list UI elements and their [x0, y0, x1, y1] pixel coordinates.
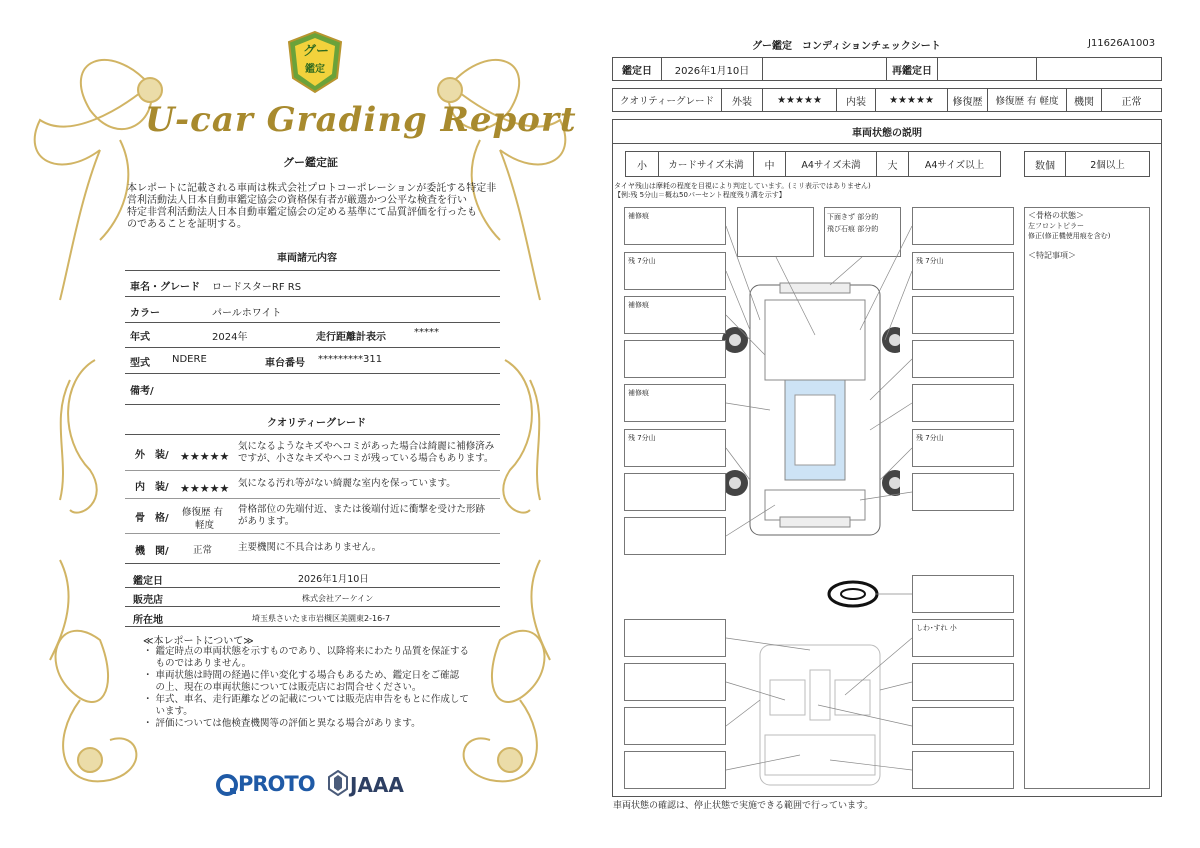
badge-bottom-text: 鑑定: [305, 64, 325, 75]
quality-heading: クオリティーグレード: [267, 418, 366, 429]
tire-note-box: 残 7分山: [628, 257, 656, 265]
date-value: 2026年1月10日: [661, 57, 763, 81]
note-line: ・ 評価については他検査機関等の評価と異なる場合があります。: [143, 718, 421, 729]
size-large-label: 大: [876, 151, 909, 177]
size-small-desc: カードサイズ未満: [658, 151, 754, 177]
divider: [125, 606, 500, 607]
repair-value: 修復歴 有 軽度: [987, 88, 1067, 112]
tire-note: タイヤ残山は摩耗の程度を目視により判定しています。(ミリ表示ではありません): [614, 182, 871, 190]
notes-heading: ≪本レポートについて≫: [143, 636, 254, 647]
engine-label: 機 関/: [135, 546, 169, 557]
intro-line: 本レポートに記載される車両は株式会社プロトコーポレーションが委託する特定非: [127, 183, 497, 194]
engine-value: 正常: [1101, 88, 1162, 112]
interior-stars: ★★★★★: [875, 88, 948, 112]
repair-note: 補修痕: [628, 301, 649, 309]
size-mid-label: 中: [753, 151, 786, 177]
sheet-footer: 車両状態の確認は、停止状態で実施できる範囲で行っています。: [613, 801, 874, 811]
exterior-label: 外装: [721, 88, 763, 112]
note-line: ものではありません。: [143, 658, 252, 669]
jaaa-logo-icon: [328, 770, 348, 796]
grade-label: クオリティーグレード: [612, 88, 722, 112]
frame-status-line: 左フロントピラー: [1028, 222, 1084, 230]
underside-note: 下面きず 部分的: [827, 213, 879, 221]
redate-label: 再鑑定日: [886, 57, 938, 81]
year-value: 2024年: [212, 332, 248, 343]
divider: [125, 373, 500, 374]
proto-logo-icon: [216, 774, 238, 796]
exterior-stars: ★★★★★: [762, 88, 837, 112]
model-label: 型式: [130, 358, 150, 369]
repair-note: 補修痕: [628, 389, 649, 397]
exterior-desc: ですが、小さなキズやヘコミが残っている場合もあります。: [238, 453, 494, 464]
proto-logo-text: PROTO: [238, 772, 315, 796]
address-value: 埼玉県さいたま市岩槻区美園東2-16-7: [252, 614, 391, 623]
intro-line: のであることを証明する。: [127, 219, 247, 230]
document-id: J11626A1003: [1088, 38, 1156, 49]
frame-status-box: [1024, 207, 1150, 789]
note-line: ・ 車両状態は時間の経過に伴い変化する場合もあるため、鑑定日をご確認: [143, 670, 460, 681]
jaaa-logo-text: JAAA: [350, 773, 404, 797]
frame-label: 骨 格/: [135, 513, 169, 524]
car-name-value: ロードスターRF RS: [212, 282, 302, 293]
tire-example: 【例:残 5分山＝概ね50パーセント程度残り溝を示す】: [614, 191, 786, 199]
exterior-label: 外 装/: [135, 450, 169, 461]
interior-note: しわ･すれ 小: [916, 624, 957, 632]
repair-label: 修復歴: [947, 88, 988, 112]
engine-desc: 主要機関に不具合はありません。: [238, 542, 382, 553]
mileage-label: 走行距離計表示: [316, 332, 386, 343]
date-label: 鑑定日: [612, 57, 662, 81]
size-mid-desc: A4サイズ未満: [785, 151, 877, 177]
divider: [125, 296, 500, 297]
dealer-label: 販売店: [133, 595, 163, 606]
divider: [125, 434, 500, 435]
divider: [125, 270, 500, 271]
color-value: パールホワイト: [212, 308, 282, 319]
size-small-label: 小: [625, 151, 659, 177]
frame-grade: 修復歴 有: [182, 507, 224, 518]
tire-note-box: 残 7分山: [628, 434, 656, 442]
note-line: ・ 鑑定時点の車両状態を示すものであり、以降将来にわたり品質を保証する: [143, 646, 470, 657]
car-name-label: 車名・グレード: [130, 282, 200, 293]
mileage-value: *****: [414, 327, 439, 338]
divider: [125, 626, 500, 627]
exterior-desc: 気になるようなキズやヘコミがあった場合は綺麗に補修済み: [238, 441, 495, 452]
count-desc: 2個以上: [1065, 151, 1150, 177]
script-title: U-car Grading Report: [145, 100, 577, 140]
year-label: 年式: [130, 332, 150, 343]
frame-grade-detail: 軽度: [195, 520, 215, 531]
remarks-label: 備考/: [130, 386, 154, 397]
tire-note-box: 残 7分山: [916, 257, 944, 265]
divider: [125, 563, 500, 564]
address-label: 所在地: [133, 615, 163, 626]
engine-grade: 正常: [193, 545, 213, 556]
date-label: 鑑定日: [133, 576, 163, 587]
badge-top-text: グー: [303, 44, 330, 59]
date-value: 2026年1月10日: [298, 574, 369, 585]
intro-line: 営利活動法人日本自動車鑑定協会の資格保有者が厳選かつ公平な検査を行い: [127, 195, 467, 206]
frame-desc: があります。: [238, 516, 295, 527]
chassis-value: *********311: [318, 354, 383, 365]
special-notes-title: ＜特記事項＞: [1028, 251, 1076, 260]
divider: [125, 498, 500, 499]
chassis-label: 車台番号: [265, 358, 305, 369]
count-label: 数個: [1024, 151, 1066, 177]
tire-note-box: 残 7分山: [916, 434, 944, 442]
divider: [125, 404, 500, 405]
frame-status-line: 修正(修正機使用痕を含む): [1028, 232, 1111, 240]
condition-heading: 車両状態の説明: [612, 119, 1162, 144]
divider: [125, 533, 500, 534]
dealer-value: 株式会社アーケイン: [302, 594, 374, 603]
interior-grade: ★★★★★: [180, 482, 230, 495]
intro-line: 特定非営利活動法人日本自動車鑑定協会の定める基準にて品質評価を行ったも: [127, 207, 477, 218]
divider: [125, 470, 500, 471]
engine-label: 機関: [1066, 88, 1102, 112]
repair-note: 補修痕: [628, 212, 649, 220]
certificate-heading: グー鑑定証: [283, 156, 338, 169]
spec-heading: 車両諸元内容: [277, 253, 337, 264]
size-large-desc: A4サイズ以上: [908, 151, 1001, 177]
note-line: ・ 年式、車名、走行距離などの記載については販売店申告をもとに作成して: [143, 694, 469, 705]
frame-status-title: ＜骨格の状態＞: [1028, 211, 1084, 220]
model-value: NDERE: [172, 354, 207, 365]
divider: [125, 347, 500, 348]
exterior-grade: ★★★★★: [180, 450, 230, 463]
frame-desc: 骨格部位の先端付近、または後端付近に衝撃を受けた形跡: [238, 504, 486, 515]
interior-desc: 気になる汚れ等がない綺麗な室内を保っています。: [238, 478, 456, 489]
note-line: の上、現在の車両状態については販売店にお問合せください。: [143, 682, 422, 693]
note-line: います。: [143, 706, 193, 717]
condition-check-sheet: [600, 0, 1200, 848]
divider: [125, 587, 500, 588]
interior-label: 内 装/: [135, 482, 169, 493]
underside-note: 飛び石痕 部分的: [827, 225, 879, 233]
interior-label: 内装: [836, 88, 876, 112]
divider: [125, 322, 500, 323]
sheet-title: グー鑑定 コンディションチェックシート: [752, 41, 941, 52]
color-label: カラー: [130, 308, 160, 319]
